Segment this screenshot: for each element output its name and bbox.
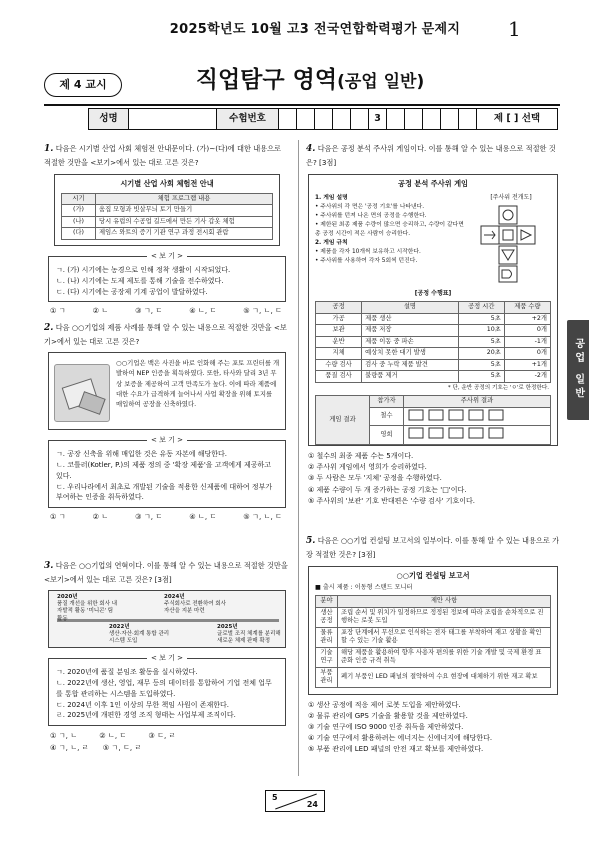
timeline-event: 2025년 글로벌 조직 체계를 분리해 새로운 체제 판매 확정 — [217, 624, 281, 645]
q5-number: 5. — [306, 536, 316, 546]
choice[interactable]: ① 생산 공정에 적응 제어 로봇 도입을 제안하였다. — [308, 700, 461, 709]
q4-th: 공정 시간 — [458, 302, 504, 314]
choice[interactable]: ③ ㄱ, ㄷ — [135, 306, 163, 316]
q1-cell: 당시 유럽의 수공업 길드에서 만든 기사 갑옷 체험 — [96, 216, 273, 228]
subject-paren: (공업 일반) — [337, 72, 425, 92]
q2-choices — [50, 512, 282, 522]
q4-cell: 보관 — [316, 325, 362, 337]
exam-no-digit: 3 — [369, 109, 387, 129]
q4-box-title: 공정 분석 주사위 게임 — [398, 179, 468, 189]
q4-th: 제품 수량 — [504, 302, 550, 314]
q4-cell: 0개 — [504, 348, 550, 360]
q3-bogi — [48, 654, 286, 726]
question-4 — [306, 143, 560, 507]
q2-case-text: ○○기업은 백은 사진을 바로 인화해 주는 포토 프린터를 개발하여 NEP 인증을 획득하였다. 또한, 타사와 달리 3년 무상 보증을 제공하여 고객 만족도가 높다. 이에 따라 제품에 대한 수요가 급격하게 늘어나서 사업 확장을 위해 토지를 매입하여 공장을 신축하였다. — [116, 359, 280, 409]
choice[interactable]: ② ㄴ — [92, 512, 109, 522]
q1-bogi-item: ㄷ. (다) 시기에는 공장제 기계 공업이 발달하였다. — [56, 287, 208, 296]
q5-product: ■ 출시 제품 : 이동형 스탠드 모니터 — [315, 583, 413, 591]
dice-sequence — [404, 407, 551, 426]
printer-illustration — [55, 365, 111, 423]
q5-cell: 폐기 부품인 LED 패널의 절약하여 수요 현장에 대체하기 위한 재고 확보 — [338, 667, 551, 687]
q4-th: 설명 — [362, 302, 459, 314]
choice[interactable]: ③ 기술 연구에 ISO 9000 인증 취득을 제안하였다. — [308, 723, 464, 732]
q4-cell: 품질 검사 — [316, 371, 362, 383]
question-2 — [44, 322, 290, 522]
q4-cell: 지체 — [316, 348, 362, 360]
q4-cell: 10초 — [458, 325, 504, 337]
choice[interactable]: ④ ㄴ, ㄷ — [189, 512, 217, 522]
q5-cell: 포장 단계에서 무선으로 인식하는 전자 태그를 부착하여 재고 상황을 확인할 수 있는 기술 활용 — [338, 627, 551, 647]
q4-cell: 예상치 못한 대기 발생 — [362, 348, 459, 360]
question-3 — [44, 560, 290, 753]
q1-cell: (가) — [62, 205, 96, 217]
q5-cell: 부품 관리 — [316, 667, 338, 687]
q1-stem: 다음은 시기별 산업 사회 체험전 안내문이다. (가)~(다)에 대한 내용으로 적절한 것만을 <보기>에서 있는 대로 고른 것은? — [44, 144, 281, 167]
q1-cell: 제임스 와트의 증기 기관 연구 과정 전시회 관람 — [96, 228, 273, 240]
choice[interactable]: ④ 제품 수량이 두 개 증가하는 공정 기호는 '□'이다. — [308, 485, 467, 494]
q1-th: 체험 프로그램 내용 — [96, 193, 273, 205]
q4-game-box — [308, 174, 558, 446]
q5-cell: 기술 연구 — [316, 647, 338, 667]
q1-cell: (나) — [62, 216, 96, 228]
q3-timeline — [48, 590, 286, 648]
q4-cell: -2개 — [504, 371, 550, 383]
q3-stem: 다음은 ○○기업의 연혁이다. 이를 통해 알 수 있는 내용으로 적절한 것만을 <보기>에서 있는 대로 고른 것은? [3점] — [44, 561, 288, 584]
header-divider — [44, 104, 560, 106]
subject-name: 직업탐구 영역 — [195, 67, 338, 93]
player-name: 철수 — [370, 407, 404, 426]
q5-th: 분야 — [316, 596, 338, 608]
dice-result-icons — [407, 409, 537, 421]
q1-table — [61, 193, 273, 240]
q4-stem: 다음은 공정 분석 주사위 게임이다. 이를 통해 알 수 있는 내용으로 적절한 것은? [3점] — [306, 144, 556, 167]
choice[interactable]: ② 물류 관리에 GPS 기술을 활용할 것을 제안하였다. — [308, 711, 468, 720]
q4-th: 참가자 — [370, 396, 404, 408]
q2-bogi-item: ㄱ. 공장 신축을 위해 매입한 것은 유동 자본에 해당한다. — [56, 450, 228, 459]
q4-cell: 5초 — [458, 313, 504, 325]
q1-bogi-item: ㄴ. (나) 시기에는 도제 제도를 통해 기술을 전수하였다. — [56, 276, 224, 285]
choice[interactable]: ⑤ ㄱ, ㄴ, ㄷ — [243, 306, 282, 316]
timeline-event: 2020년 품질 개선을 위한 회사 내 자발적 활동 '미니콘' 팀 활동 — [57, 594, 118, 622]
q4-cell: 20초 — [458, 348, 504, 360]
choice[interactable]: ① 철수의 최종 제품 수는 5개이다. — [308, 452, 414, 461]
q4-rules: 1. 게임 설명 • 주사위의 각 면은 '공정 기호'를 나타낸다. • 주사위를 던져 나온 면의 공정을 수행한다. • 제한된 최종 제품 수량이 많으면 승리하고, 수량이 같다면 총 공정 시간이 적은 사람이 승리한다. 2. 게임 규칙 • 제품을 각자 10개씩 보유하고 시작한다. • 주사위를 사용하여 각자 5회씩 던진다. — [315, 194, 464, 264]
q1-choices — [50, 306, 282, 316]
candidate-info-bar — [88, 108, 558, 130]
q2-bogi-item: ㄷ. 우리나라에서 최초로 개발된 기술을 적용한 신제품에 대하여 정부가 부여하는 인증을 취득하였다. — [56, 482, 273, 502]
q5-cell: 물류 관리 — [316, 627, 338, 647]
q3-bogi-item: ㄴ. 2022년에 생산, 영업, 재무 등의 데이터를 통합하여 기업 전체 업무를 통합 관리하는 시스템을 도입하였다. — [56, 678, 272, 698]
page-number: 1 — [508, 17, 521, 41]
q4-cell: 5초 — [458, 371, 504, 383]
choice[interactable]: ④ 기술 연구에서 활용하려는 에너지는 신에너지에 해당한다. — [308, 734, 493, 743]
q3-bogi-item: ㄹ. 2025년에 개편한 경영 조직 형태는 사업부제 조직이다. — [56, 711, 236, 720]
dice-net-diagram — [471, 204, 551, 284]
choice[interactable]: ④ ㄱ, ㄴ, ㄹ — [50, 742, 89, 752]
q5-cell: 조립 순서 및 위치가 일정하므로 정정된 정보에 따라 조립을 순차적으로 진행하는 로봇 도입 — [338, 607, 551, 627]
q4-cell: 운반 — [316, 336, 362, 348]
q4-cell: 제품 생산 — [362, 313, 459, 325]
q2-case-box — [48, 352, 286, 430]
dice-net: [주사위 전개도] — [471, 194, 551, 288]
q4-result-table — [315, 395, 551, 445]
timeline-event: 2022년 생산·자산·회계 통합 관리 시스템 도입 — [109, 624, 170, 645]
choice[interactable]: ② ㄴ — [92, 306, 109, 316]
exam-no-label: 수험번호 — [217, 109, 279, 129]
q4-cell: 검사 중 누락 제품 발견 — [362, 359, 459, 371]
footer-page: 5 — [272, 793, 278, 802]
choice[interactable]: ① ㄱ — [50, 306, 66, 316]
question-1 — [44, 143, 290, 316]
exam-no-box[interactable] — [315, 109, 333, 129]
q4-cell: 제품 이동 중 파손 — [362, 336, 459, 348]
q3-bogi-item: ㄷ. 2024년 이후 1인 이상의 무한 책임 사원이 존재한다. — [56, 700, 229, 709]
q1-bogi — [48, 251, 286, 303]
q2-stem: 다음 ○○기업의 제품 사례를 통해 알 수 있는 내용으로 적절한 것만을 <보기>에서 있는 대로 고른 것은? — [44, 323, 287, 346]
choice[interactable]: ⑤ ㄱ, ㄷ, ㄹ — [102, 742, 142, 752]
q4-cell: 제품 저장 — [362, 325, 459, 337]
choice[interactable]: ② ㄴ, ㄷ — [99, 731, 127, 741]
column-divider — [298, 140, 299, 776]
q5-box-title: ○○기업 컨설팅 보고서 — [396, 571, 470, 581]
q4-table-label: [공정 수행표] — [414, 290, 452, 298]
q5-table — [315, 595, 551, 688]
choice[interactable]: ⑤ ㄱ, ㄴ, ㄷ — [243, 512, 282, 522]
exam-no-box[interactable] — [459, 109, 477, 129]
q1-info-box — [54, 174, 280, 246]
exam-header-title: 2025학년도 10월 고3 전국연합학력평가 문제지 — [169, 22, 461, 37]
name-label: 성명 — [89, 109, 129, 129]
q1-box-title: 시기별 산업 사회 체험전 안내 — [120, 179, 214, 189]
q5-cell: 해당 제품을 활용하여 향후 사용자 편의를 위한 기술 개발 및 국제 환경 표준화 인증 규격 취득 — [338, 647, 551, 667]
timeline-event: 2024년 주식회사로 전환하여 회사 자산을 지분 마련 — [164, 594, 226, 615]
q2-bogi — [48, 436, 286, 508]
q4-number: 4. — [306, 144, 316, 154]
exam-no-box[interactable] — [351, 109, 369, 129]
q5-th: 제안 사항 — [338, 596, 551, 608]
q5-stem: 다음은 ○○기업 컨설팅 보고서의 일부이다. 이를 통해 알 수 있는 내용으로 가장 적절한 것은? [3점] — [306, 536, 560, 559]
q4-cell: 0개 — [504, 325, 550, 337]
choice[interactable]: ⑤ 주사위의 '보관' 기호 반대편은 '수량 검사' 기호이다. — [308, 496, 476, 505]
choice[interactable]: ③ ㄷ, ㄹ — [148, 731, 176, 741]
exam-no-box[interactable] — [279, 109, 297, 129]
q3-number: 3. — [44, 561, 54, 571]
q1-cell: 움집 모형과 빗살무늬 토기 만들기 — [96, 205, 273, 217]
choice[interactable]: ① ㄱ — [50, 512, 66, 522]
subject-title — [160, 65, 460, 96]
page-footer — [265, 790, 325, 812]
exam-no-box[interactable] — [333, 109, 351, 129]
q5-options — [308, 700, 560, 756]
q4-th: 공정 — [316, 302, 362, 314]
q4-note: * 단, 운반 공정의 기호는 'ㅇ'로 한정한다. — [447, 384, 549, 391]
q5-cell: 생산 공정 — [316, 607, 338, 627]
q2-bogi-label: < 보 기 > — [147, 436, 187, 444]
q4-cell: 불량품 제거 — [362, 371, 459, 383]
subject-side-tab: 공업 일반 — [567, 320, 589, 420]
q3-bogi-item: ㄱ. 2020년에 품질 분임조 활동을 실시하였다. — [56, 668, 198, 677]
q4-cell: +1개 — [504, 359, 550, 371]
q4-options — [308, 451, 560, 507]
q1-cell: (다) — [62, 228, 96, 240]
name-field[interactable] — [129, 109, 217, 129]
q1-number: 1. — [44, 144, 54, 154]
choice[interactable]: ② 주사위 게임에서 영희가 승리하였다. — [308, 463, 427, 472]
q1-bogi-label: < 보 기 > — [147, 252, 187, 260]
choice[interactable]: ① ㄱ, ㄴ — [50, 731, 78, 741]
exam-no-box[interactable] — [423, 109, 441, 129]
exam-no-box[interactable] — [405, 109, 423, 129]
choice[interactable]: ③ 두 사람은 모두 '지체' 공정을 수행하였다. — [308, 474, 442, 483]
selection-field[interactable]: 제 [ ] 선택 — [493, 112, 541, 124]
q3-choices — [50, 730, 290, 753]
choice[interactable]: ⑤ 부품 관리에 LED 패널의 안전 재고 확보를 제안하였다. — [308, 745, 484, 754]
q5-report-box — [308, 566, 558, 695]
dice-sequence — [404, 426, 551, 445]
question-5 — [306, 535, 560, 756]
q3-bogi-label: < 보 기 > — [147, 654, 187, 662]
choice[interactable]: ③ ㄱ, ㄷ — [135, 512, 163, 522]
q4-th: 주사위 결과 — [404, 396, 551, 408]
exam-no-box[interactable] — [441, 109, 459, 129]
q4-cell: 5초 — [458, 359, 504, 371]
exam-no-box[interactable] — [387, 109, 405, 129]
dice-result-icons — [407, 427, 537, 439]
q1-bogi-item: ㄱ. (가) 시기에는 농경으로 인해 정착 생활이 시작되었다. — [56, 265, 231, 274]
player-name: 영희 — [370, 426, 404, 445]
footer-total: 24 — [306, 800, 318, 809]
session-badge: 제 4 교시 — [44, 73, 122, 97]
q4-cell: +2개 — [504, 313, 550, 325]
q4-result-label: 게임 결과 — [316, 396, 370, 445]
photo-printer-image — [54, 364, 110, 422]
q4-cell: 수량 검사 — [316, 359, 362, 371]
exam-no-box[interactable] — [297, 109, 315, 129]
q4-process-table — [315, 301, 551, 383]
q4-cell: 5초 — [458, 336, 504, 348]
q1-th: 시기 — [62, 193, 96, 205]
q2-number: 2. — [44, 323, 54, 333]
q4-cell: -1개 — [504, 336, 550, 348]
choice[interactable]: ④ ㄴ, ㄷ — [189, 306, 217, 316]
q2-bogi-item: ㄴ. 코틀러(Kotler, P.)의 제품 정의 중 '확장 제품'을 고객에게 제공하고 있다. — [56, 460, 272, 480]
q4-cell: 가공 — [316, 313, 362, 325]
